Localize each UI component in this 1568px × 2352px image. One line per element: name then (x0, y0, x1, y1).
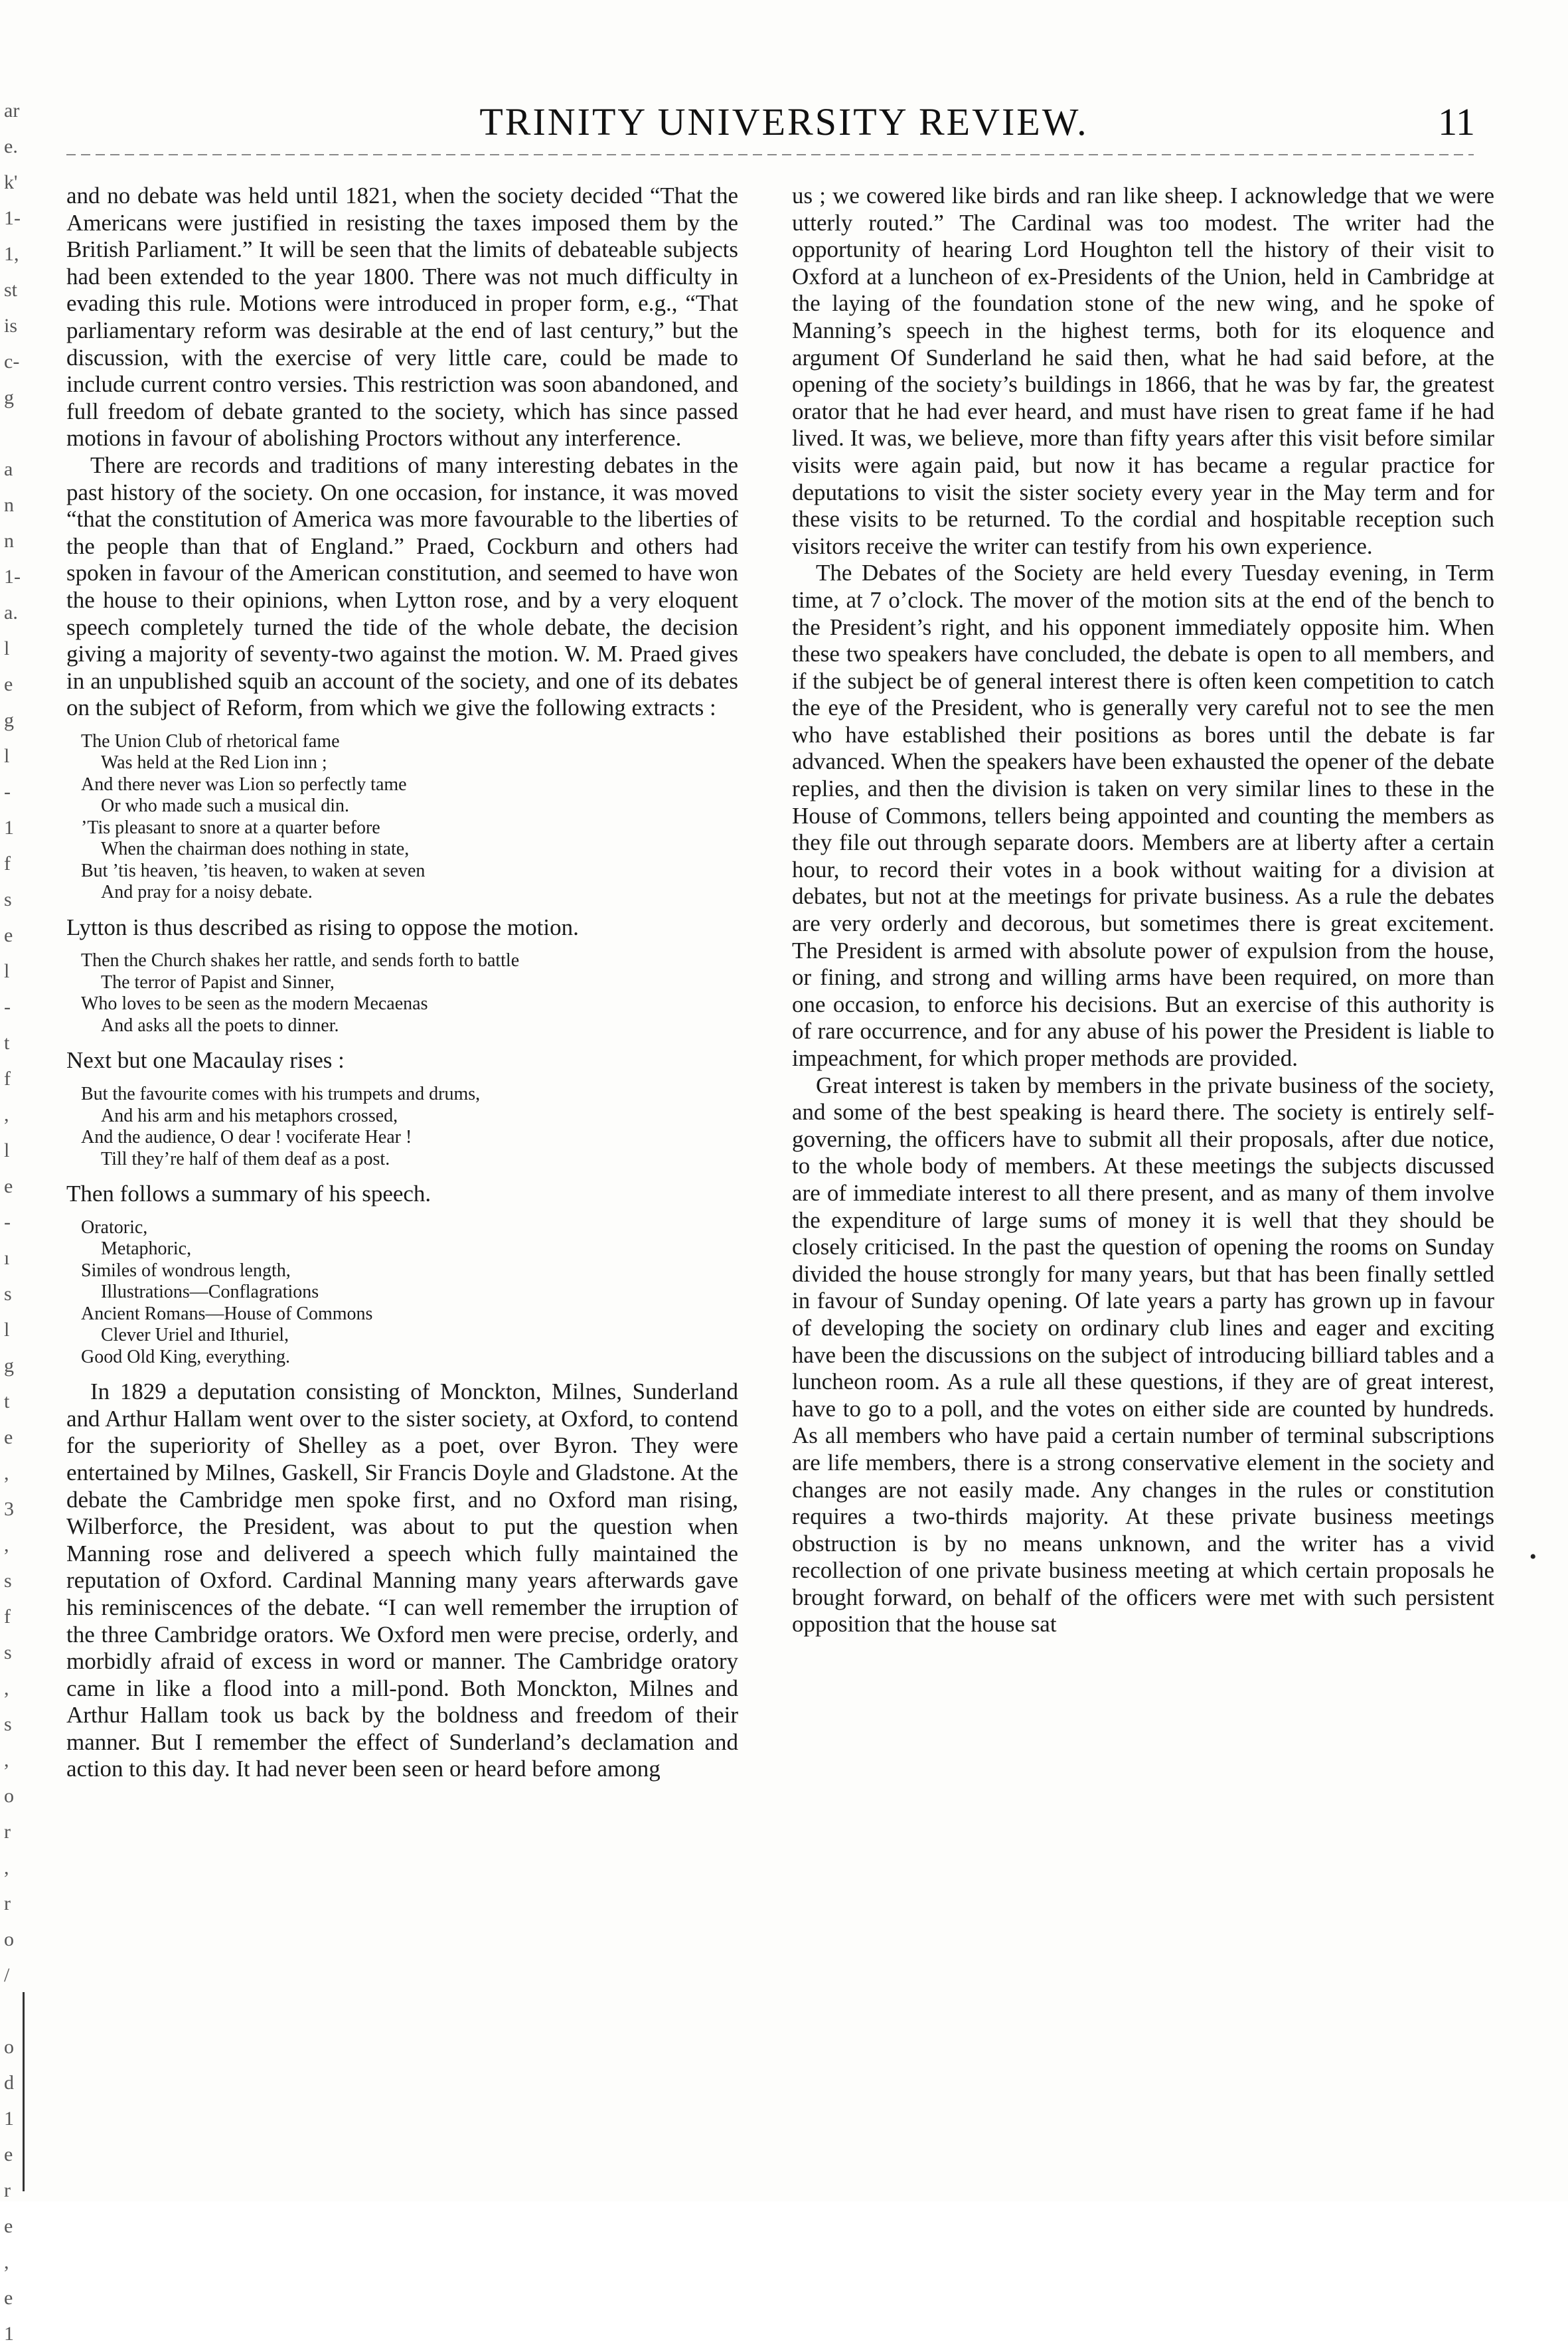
verse-intro: Then follows a summary of his speech. (66, 1181, 431, 1207)
header-rule (66, 154, 1474, 155)
gutter-fragment: 1- (4, 566, 21, 588)
gutter-fragment: , (4, 1534, 9, 1556)
gutter-fragment: 1 (4, 817, 14, 839)
verse-line: And the audience, O dear ! vociferate Hear ! (81, 1127, 412, 1148)
gutter-fragment: e (4, 924, 13, 946)
paragraph: In 1829 a deputation consisting of Monckton, Milnes, Sunderland and Arthur Hallam went over to the sister society, at Oxford, to contend for the superiority of Shelley as a poet, over Byron. They were entertained by Milnes, Gaskell, Sir Francis Doyle and Gladstone. At the debate the Cambridge men spoke first, and no Oxford man rising, Wilberforce, the President, was about to put the question when Manning rose and delivered a speech which fully maintained the reputation of Oxford. Cardinal Manning many years afterwards gave his reminiscences of the debate. “I can well remember the irruption of the three Cambridge orators. We Oxford men were precise, orderly, and morbidly afraid of excess in word or manner. The Cambridge oratory came in like a flood into a mill-pond. Both Monckton, Milnes and Arthur Hallam took us back by the boldness and freedom of their manner. But I remember the effect of Sunderland’s declamation and action to this day. It had never been seen or heard before among (66, 1379, 738, 1782)
verse-line: The Union Club of rhetorical fame (81, 730, 340, 752)
gutter-fragment: st (4, 279, 18, 301)
gutter-fragment: l (4, 1139, 10, 1161)
verse-line: Metaphoric, (101, 1238, 192, 1260)
verse-line: Oratoric, (81, 1217, 148, 1238)
gutter-fragment: e (4, 1175, 13, 1197)
gutter-fragment: r (4, 2179, 11, 2201)
gutter-fragment: , (4, 1104, 9, 1126)
gutter-fragment: s (4, 888, 12, 910)
paragraph: There are records and traditions of many interesting debates in the past history of the society. On one occasion, for instance, it was moved “that the constitution of America was more favourable to the liberties of the people than that of England.” Praed, Cockburn and others had spoken in favour of the American constitution, and seemed to have won the house to their opinions, when Lytton rose, and by a very eloquent speech completely turned the tide of the whole debate, the decision giving a majority of seventy-two against the motion. W. M. Praed gives in an unpublished squib an account of the society, and one of its debates on the subject of Reform, from which we give the following extracts : (66, 452, 738, 721)
gutter-fragment: - (4, 781, 11, 803)
gutter-fragment: r (4, 1892, 11, 1914)
gutter-fragment: , (4, 1749, 9, 1771)
verse-line: Till they’re half of them deaf as a post. (101, 1148, 390, 1169)
verse-line: Similes of wondrous length, (81, 1260, 291, 1281)
verse-line: ’Tis pleasant to snore at a quarter before (81, 817, 380, 838)
gutter-fragment: l (4, 960, 10, 982)
binding-edge (23, 1992, 25, 2191)
gutter-fragment: 1 (4, 2323, 14, 2345)
gutter-fragment: is (4, 315, 18, 337)
gutter-fragment: n (4, 530, 14, 552)
gutter-fragment: d (4, 2072, 14, 2094)
gutter-fragment: k' (4, 171, 18, 193)
gutter-fragment: g (4, 386, 14, 408)
gutter-fragment: s (4, 1283, 12, 1305)
gutter-fragment: s (4, 1641, 12, 1663)
gutter-fragment: l (4, 1319, 10, 1341)
verse-extract-macaulay (81, 1084, 738, 1170)
paragraph: The Debates of the Society are held every Tuesday evening, in Term time, at 7 o’clock. The mover of the motion sits at the end of the bench to the President’s right, and his opponent immediately opposite him. When these two speakers have concluded, the debate is open to all members, and if the subject be of general interest there is often keen competition to catch the eye of the President, who is generally very careful not to see the men who have established their positions as bores until the debate is far advanced. When the speakers have been exhausted the opener of the debate replies, and then the division is taken on very similar lines to these in the House of Commons, tellers being appointed and counting the members as they file out through separate doors. Members are at liberty after a certain hour, to record their votes in a book without waiting for a division at debates, but not at the meetings for private business. As a rule the debates are very orderly and decorous, but sometimes there is great excitement. The President is armed with absolute power of expulsion from the house, or fining, and strong and willing arms have been required, on more than one occasion, to enforce his decisions. But an exercise of this authority is of rare occurrence, and for any abuse of his power the President is liable to impeachment, for which proper methods are provided. (792, 560, 1494, 1071)
verse-line: Then the Church shakes her rattle, and sends forth to battle (81, 950, 520, 971)
gutter-fragment: 1- (4, 207, 21, 229)
verse-line: And there never was Lion so perfectly tame (81, 774, 407, 795)
gutter-fragment: , (4, 1462, 9, 1484)
gutter-fragment: s (4, 1713, 12, 1735)
gutter-fragment: t (4, 1032, 10, 1054)
gutter-fragment: f (4, 1606, 11, 1628)
page-number: 11 (1438, 100, 1475, 143)
gutter-fragment: ı (4, 1247, 10, 1269)
gutter-fragment: r (4, 1821, 11, 1843)
gutter-fragment: a (4, 458, 13, 480)
gutter-fragment: / (4, 1964, 10, 1986)
running-title: TRINITY UNIVERSITY REVIEW. (479, 100, 1089, 143)
verse-line: Good Old King, everything. (81, 1346, 290, 1367)
gutter-fragment: - (4, 1211, 11, 1233)
gutter-fragment: o (4, 1785, 14, 1807)
gutter-fragment: e (4, 2215, 13, 2237)
left-column (66, 183, 738, 1783)
verse-extract-lytton (81, 950, 738, 1037)
gutter-fragment: t (4, 1390, 10, 1412)
paragraph: and no debate was held until 1821, when the society decided “That the Americans were justified in resisting the taxes imposed them by the British Parliament.” It will be seen that the limits of debateable subjects had been extended to the year 1800. There was not much difficulty in evading this rule. Motions were introduced in proper form, e.g., “That parliamentary reform was desirable at the end of last century,” but the discussion, with the exercise of very little care, could be made to include current contro versies. This restriction was soon abandoned, and full freedom of debate granted to the society, which has since passed motions in favour of abolishing Proctors without any interference. (66, 183, 738, 452)
gutter-fragment: 1, (4, 243, 19, 265)
verse-line: Or who made such a musical din. (101, 796, 350, 817)
verse-line: The terror of Papist and Sinner, (101, 971, 335, 993)
gutter-fragment: e. (4, 135, 18, 157)
gutter-fragment: 3 (4, 1498, 14, 1520)
gutter-fragment: , (4, 2251, 9, 2273)
gutter-fragment: l (4, 637, 10, 659)
verse-extract-speech-summary (81, 1217, 738, 1369)
verse-line: Who loves to be seen as the modern Mecaenas (81, 993, 428, 1015)
gutter-fragment: n (4, 494, 14, 516)
gutter-fragment: e (4, 673, 13, 695)
verse-line: When the chairman does nothing in state, (101, 839, 410, 860)
adjacent-page-margin (0, 93, 27, 2345)
verse-line: Ancient Romans—House of Commons (81, 1303, 373, 1324)
verse-line: But the favourite comes with his trumpets and drums, (81, 1084, 481, 1105)
gutter-fragment: f (4, 853, 11, 875)
verse-line: And his arm and his metaphors crossed, (101, 1105, 398, 1126)
gutter-fragment: , (4, 1857, 9, 1879)
verse-line: Illustrations—Conflagrations (101, 1282, 319, 1303)
gutter-fragment: 1 (4, 2108, 14, 2130)
gutter-fragment: c- (4, 351, 20, 373)
gutter-fragment: l (4, 745, 10, 767)
gutter-fragment: f (4, 1068, 11, 1090)
gutter-fragment (0, 416, 27, 452)
right-column (792, 183, 1494, 1638)
gutter-fragment: e (4, 2287, 13, 2309)
verse-line: And pray for a noisy debate. (101, 882, 313, 903)
ink-spot: • (1529, 1546, 1537, 1568)
verse-intro: Next but one Macaulay rises : (66, 1047, 345, 1074)
gutter-fragment: e (4, 2143, 13, 2165)
verse-line: Clever Uriel and Ithuriel, (101, 1325, 289, 1346)
gutter-fragment: ar (4, 100, 20, 122)
verse-line: And asks all the poets to dinner. (101, 1015, 339, 1036)
verse-line: But ’tis heaven, ’tis heaven, to waken at seven (81, 860, 426, 881)
gutter-fragment: o (4, 1928, 14, 1950)
paragraph: Great interest is taken by members in the private business of the society, and some of the best speaking is heard there. The society is entirely self-governing, the officers have to submit all their proposals, after due notice, to the whole body of members. At these meetings the subjects discussed are of immediate interest to all there present, and as many of them involve the expenditure of large sums of money it is well that they should be closely criticised. In the past the question of opening the rooms on Sunday divided the house strongly for many years, but that has been finally settled in favour of Sunday opening. Of late years a party has grown up in favour of developing the society on ordinary club lines and eager and exciting have been the discussions on the subject of introducing billiard tables and a luncheon room. As a rule all these questions, if they are of great interest, have to go to a poll, and the votes on either side are counted by hundreds. As all members who have paid a certain number of terminal subscriptions are life members, there is a strong conservative element in the society and changes are not easily made. Any changes in the rules or constitution requires a two-thirds majority. At these private business meetings obstruction is by no means unknown, and the writer has a vivid recollection of one private business meeting at which certain proposals he brought forward, on behalf of the officers were met with such persistent opposition that the house sat (792, 1072, 1494, 1638)
verse-line: Was held at the Red Lion inn ; (101, 752, 327, 774)
gutter-fragment: e (4, 1426, 13, 1448)
gutter-fragment: , (4, 1677, 9, 1699)
paragraph: us ; we cowered like birds and ran like sheep. I acknowledge that we were utterly routed.” The Cardinal was too modest. The writer had the opportunity of hearing Lord Houghton tell the history of their visit to Oxford at a luncheon of ex-Presidents of the Union, held in Cambridge at the laying of the foundation stone of the new wing, and he spoke of Manning’s speech in the highest terms, both for its eloquence and argument Of Sunderland he said then, what he had said before, at the opening of the society’s buildings in 1866, that he was by far, the greatest orator that he had ever heard, and must have risen to great fame if he had lived. It was, we believe, more than fifty years after this visit before similar visits were again paid, but now it has became a regular practice for deputations to visit the sister society every year in the May term and for these visits to be returned. To the cordial and hospitable reception such visitors receive the writer can testify from his own experience. (792, 183, 1494, 559)
gutter-fragment: g (4, 1355, 14, 1377)
gutter-fragment: o (4, 2036, 14, 2058)
verse-intro: Lytton is thus described as rising to oppose the motion. (66, 914, 579, 940)
verse-extract-union-club (81, 731, 738, 904)
gutter-fragment: s (4, 1570, 12, 1592)
gutter-fragment: g (4, 709, 14, 731)
gutter-fragment: - (4, 996, 11, 1018)
gutter-fragment: a. (4, 602, 18, 624)
